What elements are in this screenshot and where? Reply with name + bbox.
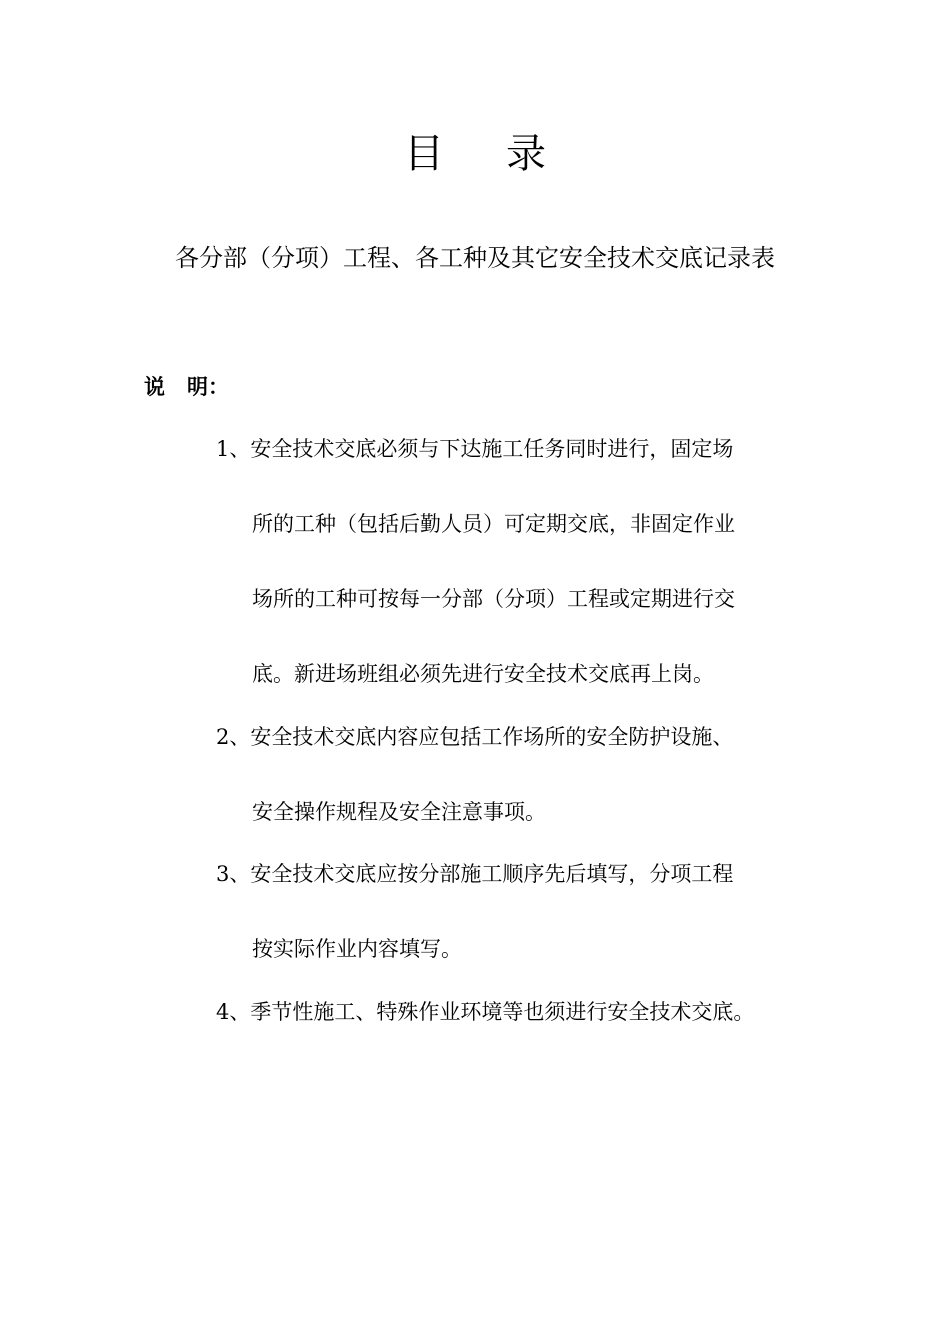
note-item-4: 4、季节性施工、特殊作业环境等也须进行安全技术交底。 xyxy=(216,1000,755,1024)
note-item-1-line-3: 场所的工种可按每一分部（分项）工程或定期进行交 xyxy=(252,587,735,611)
notes-heading-char-1: 说 xyxy=(144,374,165,399)
note-item-1-line-4: 底。新进场班组必须先进行安全技术交底再上岗。 xyxy=(252,662,714,686)
notes-heading xyxy=(144,372,229,402)
note-item-3: 3、安全技术交底应按分部施工顺序先后填写，分项工程 xyxy=(216,862,734,886)
note-item-1: 1、安全技术交底必须与下达施工任务同时进行，固定场 xyxy=(216,437,734,461)
title-char-2: 录 xyxy=(506,131,546,177)
note-item-3-line-2: 按实际作业内容填写。 xyxy=(252,937,462,961)
note-item-1-line-2: 所的工种（包括后勤人员）可定期交底，非固定作业 xyxy=(252,512,735,536)
note-item-2-line-2: 安全操作规程及安全注意事项。 xyxy=(252,800,546,824)
title-char-1: 目 xyxy=(404,131,444,177)
document-subtitle: 各分部（分项）工程、各工种及其它安全技术交底记录表 xyxy=(175,244,775,272)
page-title xyxy=(0,130,950,178)
note-item-2: 2、安全技术交底内容应包括工作场所的安全防护设施、 xyxy=(216,725,734,749)
notes-heading-char-2: 明： xyxy=(187,374,229,399)
